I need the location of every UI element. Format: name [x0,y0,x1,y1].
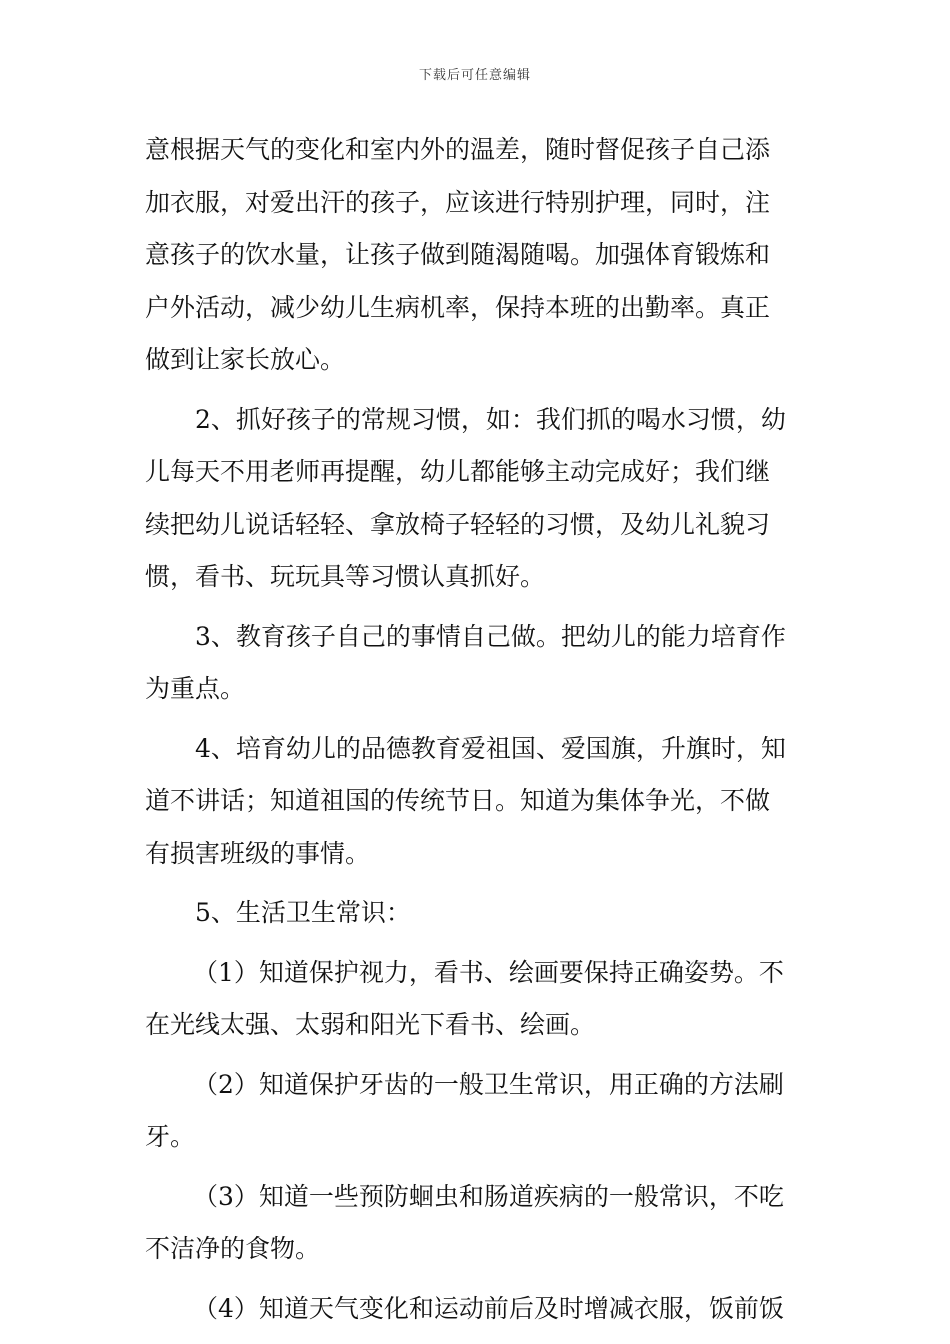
paragraph [145,1171,810,1276]
text-line: 有损害班级的事情。 [145,838,371,868]
paragraph-spacer [145,604,810,611]
text-line: （2）知道保护牙齿的一般卫生常识，用正确的方法刷 [193,1069,784,1099]
text-line: 加衣服，对爱出汗的孩子，应该进行特别护理，同时，注 [145,187,771,217]
paragraph-spacer [145,387,810,394]
paragraph [145,611,810,716]
paragraph-spacer [145,1164,810,1171]
text-line: （4）知道天气变化和运动前后及时增减衣服，饭前饭 [193,1293,784,1323]
text-line: 4、培育幼儿的品德教育爱祖国、爱国旗，升旗时，知 [195,733,786,763]
paragraph-spacer [145,940,810,947]
paragraph [145,887,810,940]
paragraph [145,723,810,881]
text-line: 儿每天不用老师再提醒，幼儿都能够主动完成好；我们继 [145,457,771,486]
text-line: 续把幼儿说话轻轻、拿放椅子轻轻的习惯，及幼儿礼貌习 [145,509,771,539]
paragraph [145,394,810,604]
paragraph [145,124,810,387]
text-line: 不洁净的食物。 [145,1234,321,1263]
text-line: （1）知道保护视力，看书、绘画要保持正确姿势。不 [193,957,784,987]
paragraph-spacer [145,1276,810,1283]
document-body [145,124,810,1335]
paragraph [145,947,810,1052]
text-line: 户外活动，减少幼儿生病机率，保持本班的出勤率。真正 [145,292,771,322]
text-line: 惯，看书、玩玩具等习惯认真抓好。 [145,562,546,591]
text-line: （3）知道一些预防蛔虫和肠道疾病的一般常识，不吃 [193,1181,784,1211]
text-line: 道不讲话；知道祖国的传统节日。知道为集体争光，不做 [145,786,771,815]
paragraph [145,1283,810,1336]
text-line: 5、生活卫生常识： [195,898,411,927]
text-line: 3、教育孩子自己的事情自己做。把幼儿的能力培育作 [195,621,786,651]
text-line: 为重点。 [145,674,246,703]
text-line: 在光线太强、太弱和阳光下看书、绘画。 [145,1010,596,1039]
text-line: 2、抓好孩子的常规习惯，如：我们抓的喝水习惯，幼 [195,404,786,434]
paragraph-spacer [145,716,810,723]
text-line: 意根据天气的变化和室内外的温差，随时督促孩子自己添 [145,135,771,164]
text-line: 做到让家长放心。 [145,345,346,374]
text-line: 意孩子的饮水量，让孩子做到随渴随喝。加强体育锻炼和 [145,240,771,269]
paragraph [145,1059,810,1164]
paragraph-spacer [145,880,810,887]
paragraph-spacer [145,1052,810,1059]
page-header: 下载后可任意编辑 [418,68,531,83]
text-line: 牙。 [145,1122,196,1151]
